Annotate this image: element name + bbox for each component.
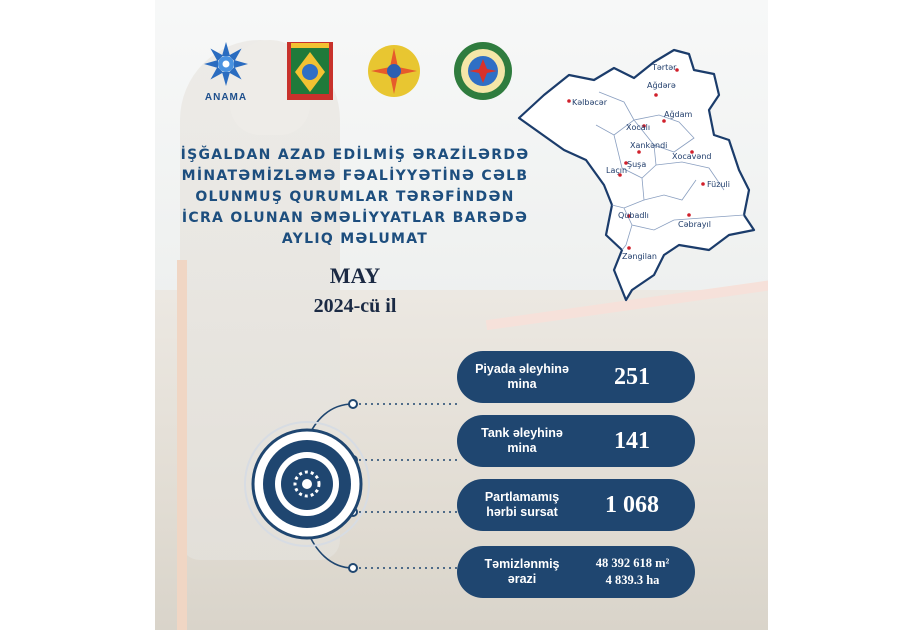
stat-value-line-2: 4 839.3 ha — [605, 573, 660, 587]
stat-label-line-2: mina — [507, 377, 537, 391]
anama-logo-text: ANAMA — [204, 92, 248, 103]
map-label: Ağdam — [664, 110, 693, 119]
stat-label-line-2: mina — [507, 441, 537, 455]
stat-label — [467, 479, 577, 531]
report-year: 2024-cü il — [313, 295, 397, 317]
map-label: Şuşa — [627, 160, 647, 169]
stat-cleared-area — [457, 546, 695, 598]
map-label: Xocavənd — [672, 152, 712, 161]
stat-label-line-2: hərbi sursat — [486, 505, 558, 519]
map-label: Xocalı — [626, 123, 651, 132]
map-label: Kəlbəcər — [572, 98, 607, 107]
stat-label-line-1: Piyada əleyhinə — [475, 362, 569, 376]
stat-label — [467, 546, 577, 598]
stat-label-line-1: Partlamamış — [484, 490, 560, 504]
stat-label — [467, 351, 577, 403]
stat-value: 1 068 — [605, 491, 659, 518]
stat-label — [467, 415, 577, 467]
stat-value — [575, 555, 690, 589]
map-label: Cəbrayıl — [678, 220, 711, 229]
heading-line-1: İŞĞALDAN AZAD EDİLMİŞ ƏRAZİLƏRDƏ — [180, 147, 530, 163]
heading-line-5: AYLIQ MƏLUMAT — [281, 231, 429, 247]
stat-value: 251 — [614, 363, 650, 390]
stat-anti-personnel-mines — [457, 351, 695, 403]
map-label: Qubadlı — [618, 211, 649, 220]
stat-label-line-1: Təmizlənmiş — [484, 557, 560, 571]
heading-line-3: OLUNMUŞ QURUMLAR TƏRƏFİNDƏN — [195, 189, 515, 205]
heading-line-4: İCRA OLUNAN ƏMƏLİYYATLAR BARƏDƏ — [181, 210, 529, 226]
infographic-canvas — [155, 0, 768, 630]
heading-line-2: MİNATƏMİZLƏMƏ FƏALİYYƏTİNƏ CƏLB — [181, 168, 529, 184]
stat-label-line-2: ərazi — [507, 572, 537, 586]
map-label: Tərtər — [652, 63, 677, 72]
stat-anti-tank-mines — [457, 415, 695, 467]
map-label: Füzuli — [707, 180, 730, 189]
report-month: MAY — [329, 263, 381, 288]
map-label: Zəngilan — [622, 252, 657, 261]
stats-connector-graphic — [155, 0, 768, 630]
stat-label-line-1: Tank əleyhinə — [481, 426, 563, 440]
stat-value: 141 — [614, 427, 650, 454]
stat-value-line-1: 48 392 618 m² — [595, 556, 670, 570]
map-label: Laçın — [606, 166, 628, 175]
stat-unexploded-ordnance — [457, 479, 695, 531]
map-label: Xankəndi — [630, 141, 668, 150]
map-label: Ağdərə — [647, 81, 676, 90]
